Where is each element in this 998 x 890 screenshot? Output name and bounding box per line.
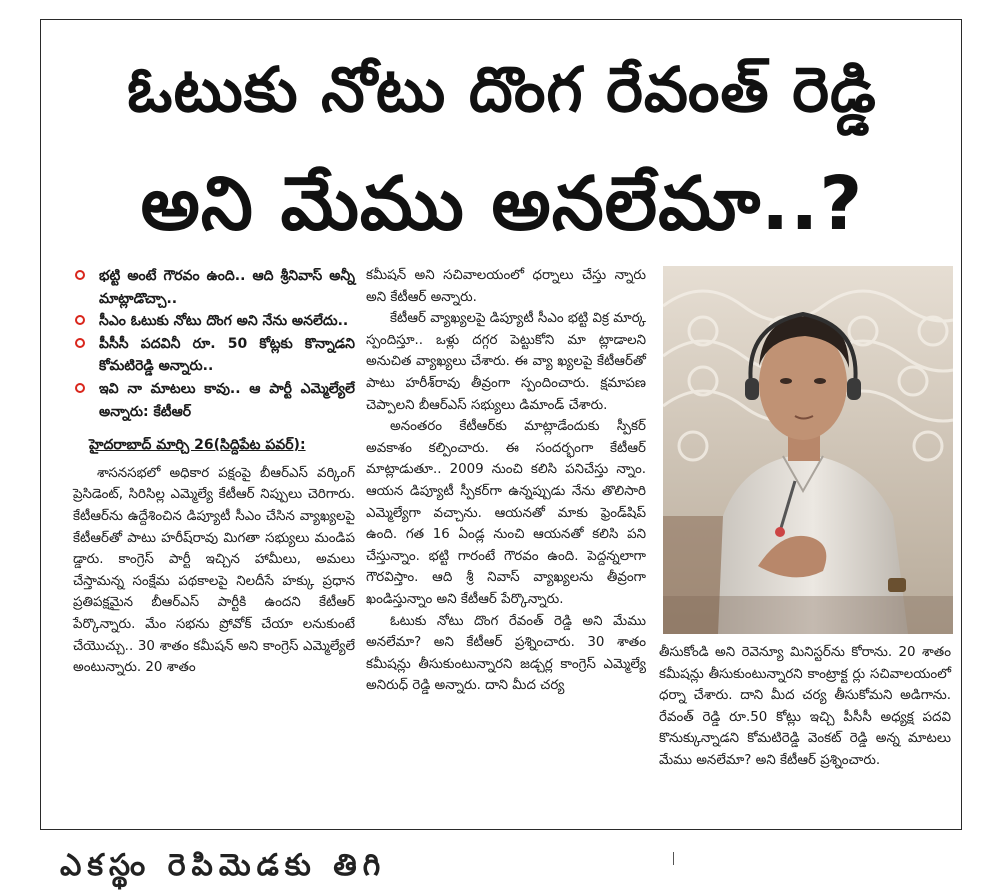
highlight-item: భట్టి అంటే గౌరవం ఉంది.. ఆది శ్రీనివాస్ అన్నీ మాట్లాడొచ్చా.. [73, 265, 355, 310]
body-paragraph: అనంతరం కేటీఆర్‌కు మాట్లాడేందుకు స్పీకర్ అవకాశం కల్పించారు. ఈ సందర్భంగా కేటీఆర్ మాట్లాడుతూ.. 2009 నుంచి కలిసి పనిచేస్తు న్నాం. ఆయన డిప్యూటీ స్పీకర్‌గా ఉన్నప్పుడు నేను తొలిసారి ఎమ్మెల్యేగా వచ్చాను. ఆయనతో మాకు ఫ్రెండ్‌షిప్ ఉంది. గత 16 ఏండ్ల నుంచి ఆయనతో కలిసి పని చేస్తున్నాం. భట్టి గారంటే గౌరవం ఉంది. పెద్దన్నలాగా గౌరవిస్తాం. ఆది శ్రీ నివాస్ వ్యాఖ్యలను తీవ్రంగా ఖండిస్తున్నాం అని కేటీఆర్ పేర్కొన్నారు. [366, 419, 646, 607]
highlight-item: ఇవి నా మాటలు కావు.. ఆ పార్టీ ఎమ్మెల్యేలే అన్నారు: కేటీఆర్ [73, 378, 355, 423]
body-paragraph: కేటీఆర్ వ్యాఖ్యలపై డిప్యూటీ సీఎం భట్టి విక్ర మార్క స్పందిస్తూ.. ఒళ్లు దగ్గర పెట్టుకోని మా ట్లాడాలని అనుచిత వ్యాఖ్యలు చేశారు. ఈ వ్యా ఖ్యలపై కేటీఆర్‌తో పాటు హరీశ్‌రావు తీవ్రంగా స్పందించారు. క్షమాపణ చెప్పాలని బీఆర్ఎస్ సభ్యులు డిమాండ్ చేశారు. [366, 311, 646, 413]
body-paragraph: కమీషన్ అని సచివాలయంలో ధర్నాలు చేస్తు న్నారు అని కేటీఆర్ అన్నారు. [366, 268, 646, 305]
bullet-circle-icon [75, 338, 85, 348]
headline-line-2: అని మేము అనలేమా..? [140, 161, 864, 247]
bullet-circle-icon [75, 270, 85, 280]
headline-line-1: ఓటుకు నోటు దొంగ రేవంత్ రెడ్డి [127, 53, 877, 126]
column-3 [659, 642, 951, 772]
highlight-item: సీఎం ఓటుకు నోటు దొంగ అని నేను అనలేదు.. [73, 310, 355, 333]
bullet-circle-icon [75, 315, 85, 325]
dateline: హైదరాబాద్ మార్చి 26(సిద్దిపేట పవర్): [89, 437, 306, 454]
body-paragraph: శాసనసభలో అధికార పక్షంపై బీఆర్ఎస్ వర్కింగ్ ప్రెసిడెంట్, సిరిసిల్ల ఎమ్మెల్యే కేటీఆర్ నిప్పులు చెరిగారు. కేటీఆర్‌ను ఉద్దేశించిన డిప్యూటీ సీఎం చేసిన వ్యాఖ్యలపై కేటీఆర్‌తో పాటు హరీష్‌రావు మిగతా సభ్యులు మండిప డ్డారు. కాంగ్రెస్ పార్టీ ఇచ్చిన హామీలు, అమలు చేస్తామన్న సంక్షేమ పథకాలపై నిలదీసే హక్కు ప్రధాన ప్రతిపక్షమైన బీఆర్ఎస్ పార్టీకి ఉందని కేటీఆర్ పేర్కొన్నారు. మేం సభను ప్రోవోక్ చేయా లనుకుంటే చేయొచ్చు.. 30 శాతం కమీషన్ అని కాంగ్రెస్ ఎమ్మెల్యేలే అంటున్నారు. 20 శాతం [73, 465, 355, 676]
column-divider [673, 852, 674, 865]
photo-illustration [663, 266, 953, 634]
bullet-circle-icon [75, 383, 85, 393]
body-paragraph: ఓటుకు నోటు దొంగ రేవంత్ రెడ్డి అని మేము అనలేమా? అని కేటీఆర్ ప్రశ్నించారు. 30 శాతం కమీషన్లు తీసుకుంటున్నారని జడ్చర్ల కాంగ్రెస్ ఎమ్మెల్యే అనిరుధ్ రెడ్డి అన్నారు. దాని మీద చర్య [366, 613, 646, 694]
news-article [40, 19, 962, 830]
highlight-item: పీసీసీ పదవినీ రూ. 50 కోట్లకు కొన్నాడని కోమటిరెడ్డి అన్నారు.. [73, 333, 355, 378]
body-paragraph: తీసుకోండి అని రెవెన్యూ మినిస్టర్‌ను కోరాను. 20 శాతం కమీషన్లు తీసుకుంటున్నారని కాంట్రాక్ట ర్లు సచివాలయంలో ధర్నా చేశారు. దాని మీద చర్య తీసుకోమని అడిగాను. రేవంత్ రెడ్డి రూ.50 కోట్లు ఇచ్చి పీసీసీ అధ్యక్ష పదవి కొనుక్కున్నాడని కోమటిరెడ్డి వెంకట్ రెడ్డి అన్న మాటలు మేము అనలేమా? అని కేటీఆర్ ప్రశ్నించారు. [659, 645, 951, 768]
ktr-speaking-photo [663, 266, 953, 634]
column-1 [73, 265, 355, 679]
highlights-list [73, 265, 355, 423]
next-article-headline-fragment: ఎకస్థం రెపిమెడకు తిగి [60, 848, 387, 883]
next-article-strip [0, 830, 998, 883]
column-2 [366, 265, 646, 697]
